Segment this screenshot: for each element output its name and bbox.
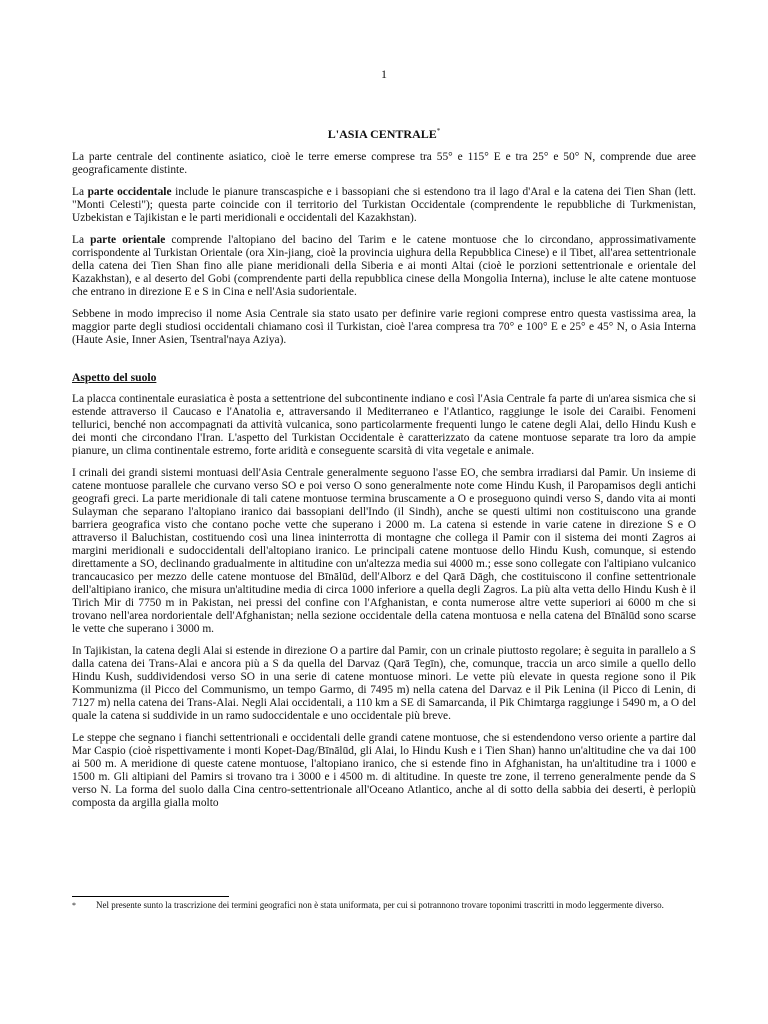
document-title [72, 125, 696, 141]
footnote-separator [72, 896, 229, 897]
paragraph-prefix: La [72, 234, 91, 246]
footnote-mark: * [72, 901, 76, 910]
paragraph-eastern-part [72, 234, 696, 299]
footnote-text: Nel presente sunto la trascrizione dei termini geografici non è stata uniformata, per cui si potrannono trovare toponimi trascritti in modo leggermente diverso. [96, 900, 664, 910]
paragraph-tectonics: La placca continentale eurasiatica è posta a settentrione del subcontinente indiano e così l'Asia Centrale fa parte di un'area sismica che si estende attraverso il Caucaso e l'Anatolia e, attraversando il Mediterraneo e l'Atlantico, raggiunge le isole dei Caraibi. Fenomeni tellurici, benché non accompagnati da attività vulcanica, sono particolarmente frequenti lungo le catene degli Alai, dello Hindu Kush e dei monti che circondano l'Iran. L'aspetto del Turkistan Occidentale è caratterizzato da catene montuose separate tra loro da ampie pianure, un clima continentale estremo, forte aridità e conseguente scarsità di vita vegetale e animale. [72, 393, 696, 457]
section-heading: Aspetto del suolo [72, 371, 157, 384]
paragraph-steppes: Le steppe che segnano i fianchi settentrionali e occidentali delle grandi catene montuose, che si estendendono verso oriente a partire dal Mar Caspio (cioè rispettivamente i monti Kopet-Dag/Bīnālūd, gli Alai, lo Hindu Kush e i Tien Shan) hanno un'altitudine che va dai 100 ai 500 m. A meridione di queste catene montuose, l'altopiano iranico, che si estende fino in Afghanistan, ha un'altitudine tra i 1000 e 1500 m. Gli altipiani del Pamirs si trovano tra i 3000 e i 4500 m. di altitudine. In queste tre zone, il terreno generalmente pende da S verso N. La forma del suolo dalla Cina centro-settentrionale all'Oceano Atlantico, anche al di sotto della sabbia dei deserti, è perlopiù composta da argilla gialla molto [72, 732, 696, 809]
paragraph-prefix: La [72, 186, 88, 198]
document-body [72, 125, 696, 819]
paragraph-text: include le pianure transcaspiche e i bassopiani che si estendono tra il lago d'Aral e la catena dei Tien Shan (lett. "Monti Celesti"); questa parte coincide con il territorio del Turkistan Occidentale (comprendente le repubbliche di Turkmenistan, Uzbekistan e Tajikistan e le parti meridionali e occidentali del Kazakhstan). [72, 186, 696, 224]
paragraph-western-part [72, 186, 696, 225]
title-text: L'ASIA CENTRALE [327, 127, 437, 141]
title-footnote-mark: * [436, 127, 441, 135]
paragraph-definition: Sebbene in modo impreciso il nome Asia Centrale sia stato usato per definire varie regioni comprese entro questa vastissima area, la maggior parte degli studiosi occidentali chiamano così il Turkistan, cioè l'area compresa tra 70° e 100° E e 25° e 45° N, o Asia Interna (Haute Asie, Inner Asien, Tsentral'naya Aziya). [72, 308, 696, 346]
paragraph-mountain-ranges: I crinali dei grandi sistemi montuasi dell'Asia Centrale generalmente seguono l'asse EO, che sembra irradiarsi dal Pamir. Un insieme di catene montuose parallele che curvano verso SO e poi verso O sono generalmente note come Hindu Kush, il Paropamisos degli antichi geografi greci. La parte meridionale di tali catene montuose termina bruscamente a O e proseguono quindi verso S, dando vita ai monti Sulayman che separano l'altopiano iranico dai bassopiani dell'Indo (il Sindh), anche se questi ultimi non costituiscono una grande barriera geografica visto che contano poche vette che superano i 2000 m. La catena si estende in varie catene in direzione S e O attraverso il Baluchistan, costituendo così una linea ininterrotta di montagne che collega il Pamir con il sistema dei monti Zagros ai margini meridionali e sudoccidentali dell'altopiano iranico. Le principali catene montuose dello Hindu Kush, comunque, si estendo direttamente a SO, declinando gradualmente in altitudine con un'altezza media sui 4000 m.; esse sono collegate con l'altipiano vulcanico trancaucasico per mezzo delle catene montuose del Bīnālūd, dell'Alborz e del Qarā Dāgh, che costituiscono il confine settentrionale dell'altipiano iranico, che misura un'altitudine media di circa 1000 inferiore a quella degli Zagros. La più alta vetta dello Hindu Kush è il Tirich Mir di 7750 m in Pakistan, nei pressi del confine con l'Afghanistan, e conta numerose altre vette superiori ai 6000 m che si trovano nell'area nordorientale dell'Afghanistan; nella sezione occidentale della catena montuosa e nella catena del Bīnālūd sono scarse le vette che superano i 3000 m. [72, 467, 696, 635]
bold-term-eastern: parte orientale [90, 234, 166, 246]
paragraph-text: comprende l'altopiano del bacino del Tarim e le catene montuose che lo circondano, approssimativamente corrispondente al Turkistan Orientale (ora Xin-jiang, cioè la provincia uighura della Repubblica Cinese) e il Tibet, all'area settentrionale della catena dei Tien Shan fino alle piane meridionali della Siberia e ai monti Altai (cioè le porzioni settentrionale e orientale del Kazakhstan), e al deserto del Gobi (comprendente parti della repubblica cinese della Mongolia Interna), incluse le alte catene montuose che entrano in direzione E e S in Cina e nell'Asia sudorientale. [72, 234, 696, 298]
paragraph-intro: La parte centrale del continente asiatico, cioè le terre emerse comprese tra 55° e 115° E e tra 25° e 50° N, comprende due aree geograficamente distinte. [72, 151, 696, 176]
paragraph-tajikistan: In Tajikistan, la catena degli Alai si estende in direzione O a partire dal Pamir, con un crinale piuttosto regolare; è seguita in parallelo a S dalla catena dei Trans-Alai e ancora più a S da quella del Darvaz (Qarā Tegīn), che, comunque, traccia un arco simile a quello dello Hindu Kush, suddividendosi verso SO in una serie di catene montuose minori. Le vette più elevate in questa regione sono il Pik Kommunizma (il Picco del Communismo, un tempo Garmo, di 7495 m) nella catena del Darvaz e il Pik Lenina (il Picco di Lenin, di 7127 m) nella catena dei Trans-Alai. Negli Alai occidentali, a 110 km a SE di Samarcanda, il Pik Chimtarga raggiunge i 5490 m, a O del quale la catena si suddivide in un ramo sudoccidentale e uno occidentale più breve. [72, 645, 696, 722]
page-number: 1 [381, 67, 387, 81]
footnote [72, 900, 696, 911]
bold-term-western: parte occidentale [87, 186, 172, 198]
